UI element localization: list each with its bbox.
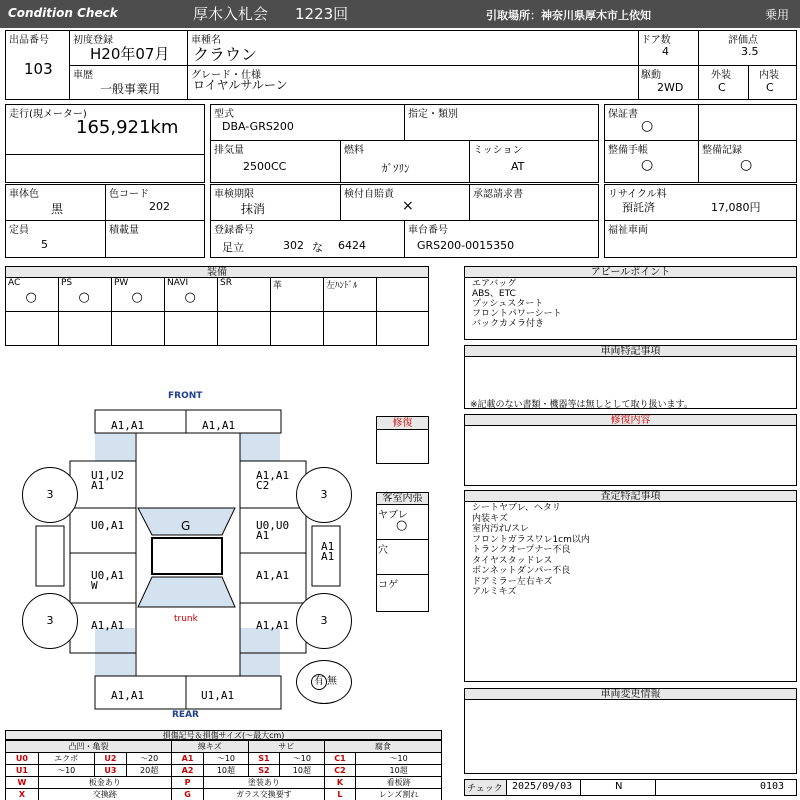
mission-label: ミッション — [473, 145, 523, 156]
damage-fender-fl-2: A1 — [91, 479, 105, 492]
damage-side-r-1: A1 — [321, 540, 335, 553]
appeal-item: バックカメラ付き — [472, 319, 545, 329]
diagram-front: FRONT — [168, 391, 203, 401]
legend-cell: U1 — [6, 765, 39, 777]
inspection-notes-title: 査定特記事項 — [464, 490, 797, 502]
fuel-label: 燃料 — [344, 145, 364, 156]
legend-mark: 交換跡 — [38, 789, 171, 800]
equipment-value: ○ — [184, 290, 196, 305]
lot-number: 103 — [24, 60, 53, 78]
check-date: 2025/09/03 — [512, 781, 573, 792]
legend-mark: G — [171, 789, 203, 800]
body-color-label: 車体色 — [9, 189, 39, 200]
car-name: クラウン — [193, 45, 258, 64]
equipment-cell — [217, 277, 271, 346]
legend-mark: W — [6, 777, 39, 789]
repair-title: 修復 — [376, 416, 429, 430]
legend-cell: S1 — [248, 753, 279, 765]
equipment-label: AC — [8, 278, 21, 288]
legend-group: 凸凹・亀裂 — [6, 741, 172, 753]
maintenance-record-label: 整備記録 — [702, 145, 742, 156]
recycle-label: リサイクル料 — [608, 189, 667, 200]
header-bar — [0, 0, 800, 28]
displacement: 2500CC — [243, 160, 287, 173]
car-name-label: 車種名 — [191, 35, 221, 46]
tire-front-left: 3 — [22, 467, 78, 523]
appeal-list — [472, 279, 562, 329]
insurance-label: 検付自賠責 — [344, 189, 394, 200]
repair-detail-title: 修復内容 — [464, 414, 797, 426]
damage-door-rr: A1,A1 — [256, 569, 290, 582]
inspection-note-item: タイヤスタッドレス — [472, 555, 553, 566]
equipment-label: 革 — [273, 281, 283, 291]
legend-cell: エクボ — [38, 753, 94, 765]
drive: 2WD — [657, 81, 684, 94]
approval-label: 承認請求書 — [473, 189, 523, 200]
legend-mark: K — [324, 777, 356, 789]
damage-rear-left: A1,A1 — [111, 689, 145, 702]
legend-cell: A1 — [171, 753, 203, 765]
damage-door-fl: U0,A1 — [91, 519, 125, 532]
interior-label: 内装 — [759, 70, 779, 81]
legend-cell: 20超 — [127, 765, 172, 777]
legend-cell: 10超 — [280, 765, 325, 777]
load-label: 積載量 — [109, 225, 139, 236]
appeal-item: エアバッグ — [472, 279, 517, 289]
maintenance-book-label: 整備手帳 — [608, 145, 648, 156]
tire-rear-left: 3 — [22, 593, 78, 649]
damage-fender-fr-1: A1,A1 — [256, 469, 290, 482]
auction-name: 厚木入札会 — [193, 5, 269, 23]
cabin-burn-label: コゲ — [378, 580, 398, 591]
diagram-trunk: trunk — [174, 614, 198, 624]
interior: C — [766, 81, 774, 94]
damage-front-right: A1,A1 — [202, 419, 236, 432]
cabin-tear: ○ — [396, 518, 408, 533]
legend-title: 損傷記号＆損傷サイズ(〜最大cm) — [5, 730, 442, 740]
tire-rear-right: 3 — [296, 593, 352, 649]
legend-cell: 10超 — [204, 765, 249, 777]
color-code-label: 色コード — [109, 189, 149, 200]
equipment-value: ○ — [78, 290, 90, 305]
plate-kana: な — [312, 241, 323, 254]
damage-roof: G — [181, 519, 191, 533]
diagram-rear: REAR — [172, 710, 199, 720]
mission: AT — [511, 160, 525, 173]
exterior: C — [718, 81, 726, 94]
change-info-box — [464, 688, 797, 774]
cabin-hole-label: 穴 — [378, 545, 388, 556]
doors-label: ドア数 — [641, 35, 671, 46]
legend-group: 線キズ — [171, 741, 248, 753]
legend-group: 腐食 — [324, 741, 441, 753]
inspection-notes-list — [472, 503, 590, 598]
legend-cell: U2 — [94, 753, 127, 765]
chassis-label: 車台番号 — [408, 225, 448, 236]
category: 乗用 — [765, 8, 790, 22]
damage-quarter-r: A1,A1 — [256, 619, 290, 632]
legend-table — [5, 740, 442, 800]
inspection-label: 車検期限 — [214, 189, 254, 200]
appeal-title: アピールポイント — [464, 266, 797, 278]
damage-fender-fr-2: C2 — [256, 479, 270, 492]
equipment-cell — [58, 277, 112, 346]
inspection-note-item: 室内汚れ/スレ — [472, 524, 530, 534]
history: 一般事業用 — [100, 82, 161, 96]
lot-label: 出品番号 — [9, 35, 49, 46]
legend-cell: C1 — [324, 753, 356, 765]
special-title: 車両特記事項 — [464, 345, 797, 357]
damage-door-rl-1: U0,A1 — [91, 569, 125, 582]
special-note: ※記載のない書類・機器等は無しとして取り扱います。 — [470, 400, 693, 410]
displacement-label: 排気量 — [214, 145, 244, 156]
tire-front-right: 3 — [296, 467, 352, 523]
equipment-label: NAVI — [167, 278, 189, 288]
inspection: 抹消 — [241, 202, 266, 216]
damage-door-fr-1: U0,U0 — [256, 519, 290, 532]
legend-mark: L — [324, 789, 356, 800]
equipment-label: SR — [220, 278, 232, 288]
inspection-note-item: ボンネットダンパー不良 — [472, 566, 571, 576]
damage-front-left: A1,A1 — [111, 419, 145, 432]
equipment-cell — [164, 277, 218, 346]
fuel: ｶﾞｿﾘﾝ — [382, 162, 410, 175]
check-label: チェック — [467, 784, 503, 794]
legend-cell: 〜20 — [127, 753, 172, 765]
legend-mark: P — [171, 777, 203, 789]
spare-text: 無 — [327, 676, 337, 687]
legend-mark: レンズ割れ — [356, 789, 442, 800]
doors: 4 — [662, 45, 669, 58]
capacity: 5 — [41, 238, 48, 251]
legend-cell: 10超 — [356, 765, 442, 777]
check-code: N — [615, 781, 623, 792]
legend-cell: 〜10 — [38, 765, 94, 777]
insurance: × — [402, 198, 414, 214]
maintenance-record: ○ — [740, 157, 753, 173]
legend-mark: 塗装あり — [204, 777, 325, 789]
spare-symbol: 有 — [311, 674, 327, 690]
equipment-label: PW — [114, 278, 129, 288]
model-label: 型式 — [214, 109, 234, 120]
cabin-title: 客室内張 — [376, 492, 429, 505]
inspection-note-item: 内装キズ — [472, 513, 508, 524]
grade-label: グレード・仕様 — [191, 70, 261, 81]
legend-cell: A2 — [171, 765, 203, 777]
chassis: GRS200-0015350 — [417, 239, 515, 252]
equipment-title: 装備 — [5, 266, 429, 278]
damage-rear-right: U1,A1 — [201, 689, 235, 702]
legend-mark: 看板跡 — [356, 777, 442, 789]
inspection-note-item: ドアミラー左右キズ — [472, 576, 553, 587]
first-reg: H20年07月 — [90, 45, 170, 63]
body-color: 黒 — [51, 202, 64, 216]
damage-side-r-2: A1 — [321, 550, 335, 563]
legend-cell: 〜10 — [204, 753, 249, 765]
equipment-cell — [270, 277, 324, 346]
damage-fender-fl-1: U1,U2 — [91, 469, 125, 482]
legend-mark: ガラス交換要す — [204, 789, 325, 800]
score-label: 評価点 — [728, 35, 758, 46]
inspection-note-item: フロントガラスワレ1cm以内 — [472, 534, 590, 545]
warranty: ○ — [641, 118, 654, 134]
model: DBA-GRS200 — [222, 120, 294, 133]
designation-label: 指定・類別 — [408, 109, 458, 120]
recycle-status: 預託済 — [622, 201, 655, 214]
plate-area: 足立 — [222, 241, 244, 254]
history-label: 車歴 — [73, 70, 93, 81]
mileage-label: 走行(現メーター) — [9, 109, 87, 120]
warranty-label: 保証書 — [608, 109, 638, 120]
color-code: 202 — [149, 200, 170, 213]
appeal-item: ABS、ETC — [472, 289, 516, 299]
damage-door-rl-2: W — [91, 579, 98, 592]
plate-number: 6424 — [338, 239, 366, 252]
inspection-note-item: トランクオープナー不良 — [472, 545, 571, 555]
first-reg-label: 初度登録 — [73, 35, 113, 46]
check-number: 0103 — [760, 781, 785, 792]
plate-label: 登録番号 — [214, 225, 254, 236]
mileage: 165,921km — [76, 117, 179, 138]
legend-cell: S2 — [248, 765, 279, 777]
legend-cell: U3 — [94, 765, 127, 777]
equipment-value: ○ — [131, 290, 143, 305]
grade: ロイヤルサルーン — [193, 78, 288, 92]
inspection-note-item: シートヤブレ、ヘタリ — [472, 503, 561, 513]
legend-mark: 板金あり — [38, 777, 171, 789]
recycle-fee: 17,080円 — [711, 201, 761, 214]
inspection-note-item: アルミキズ — [472, 587, 517, 597]
legend-cell: U0 — [6, 753, 39, 765]
plate-class: 302 — [283, 239, 304, 252]
legend-group: サビ — [248, 741, 324, 753]
damage-quarter-l: A1,A1 — [91, 619, 125, 632]
brand: Condition Check — [8, 6, 118, 20]
equipment-label: 左ﾊﾝﾄﾞﾙ — [326, 281, 358, 291]
pickup-location: 引取場所：神奈川県厚木市上依知 — [486, 9, 651, 22]
equipment-cell — [323, 277, 377, 346]
capacity-label: 定員 — [9, 225, 29, 236]
score: 3.5 — [741, 45, 759, 58]
welfare-label: 福祉車両 — [608, 225, 648, 236]
legend-mark: X — [6, 789, 39, 800]
equipment-cell — [5, 277, 59, 346]
legend-cell: C2 — [324, 765, 356, 777]
damage-door-fr-2: A1 — [256, 529, 270, 542]
legend-cell: 〜10 — [280, 753, 325, 765]
appeal-item: プッシュスタート — [472, 299, 544, 309]
appeal-item: フロントパワーシート — [472, 309, 562, 319]
change-info-title: 車両変更情報 — [464, 688, 797, 700]
legend-cell: 〜10 — [356, 753, 442, 765]
drive-label: 駆動 — [641, 70, 661, 81]
auction-session: 1223回 — [295, 5, 349, 23]
maintenance-book: ○ — [641, 157, 654, 173]
spare-tire — [296, 660, 352, 704]
equipment-cell — [111, 277, 165, 346]
equipment-value: ○ — [25, 290, 37, 305]
equipment-label: PS — [61, 278, 73, 288]
exterior-label: 外装 — [711, 70, 731, 81]
cabin-tear-label: ヤブレ — [378, 510, 408, 521]
